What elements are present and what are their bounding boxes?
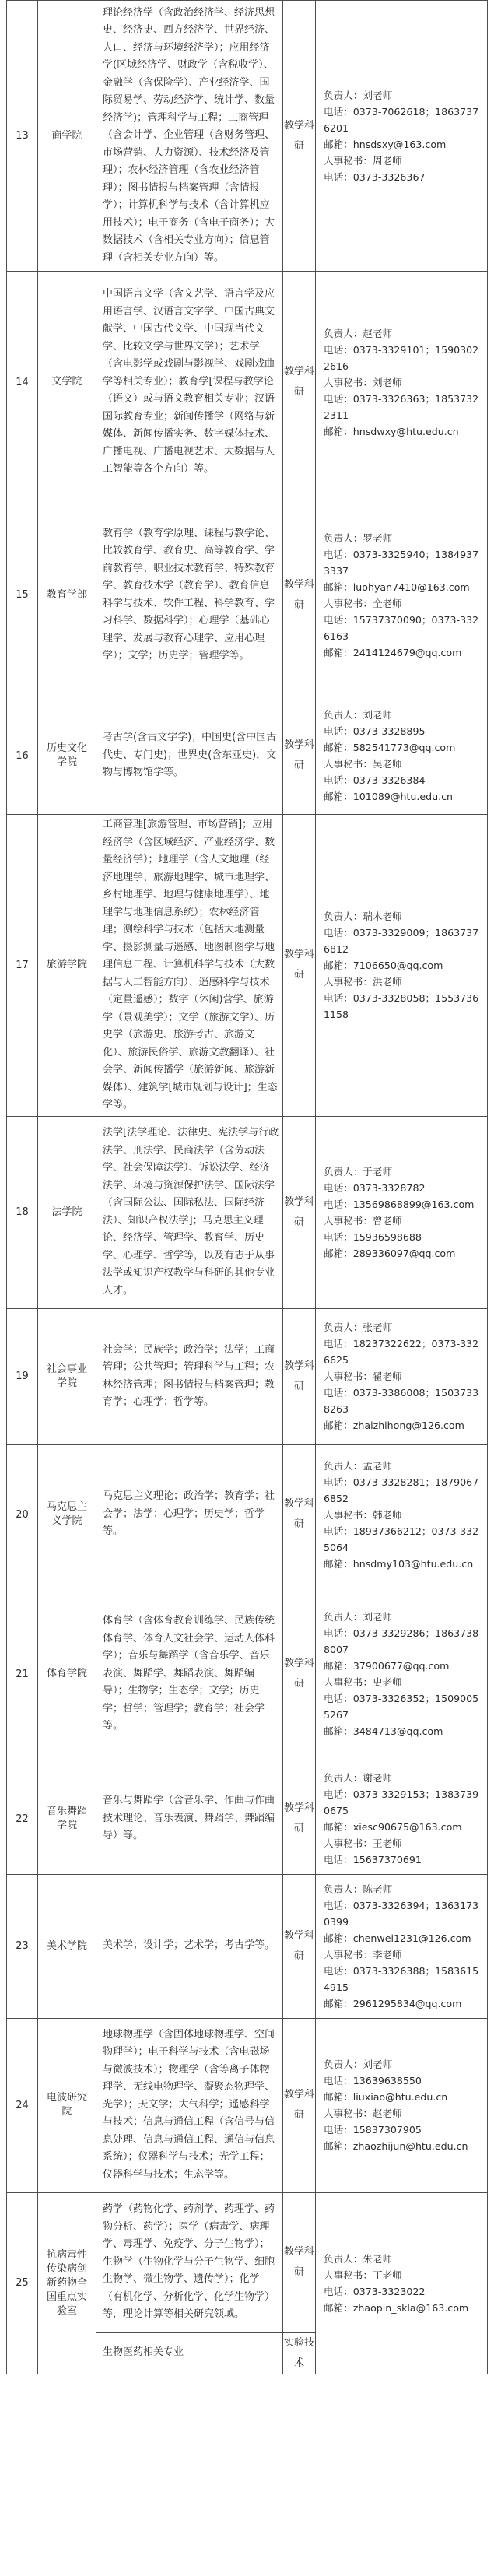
contact-line: 电话：15837307905	[324, 2124, 422, 2136]
contact-line: 人事秘书：洪老师	[324, 975, 402, 988]
college-name: 旅游学院	[38, 815, 96, 1117]
position-category: 教学科研	[283, 272, 316, 493]
contact-line: 负责人：于老师	[324, 1165, 393, 1177]
table-row	[7, 1, 488, 272]
contact-line: 负责人：瑞木老师	[324, 910, 402, 922]
contact-cell	[316, 815, 488, 1117]
contact-line: 人事秘书：王老师	[324, 1837, 402, 1849]
contact-line: 电话：15936598688	[324, 1230, 422, 1243]
row-number: 18	[7, 1116, 38, 1308]
majors-cell: 马克思主义理论；政治学；教育学；社会学；法学；心理学；历史学；哲学等。	[96, 1444, 283, 1585]
position-category: 教学科研	[283, 697, 316, 815]
contact-line: 电话：0373-3326367	[324, 170, 426, 183]
table-row	[7, 1444, 488, 1585]
table-row	[7, 2018, 488, 2192]
majors-cell: 考古学(含古文字学)；中国史(含中国古代史、专门史)；世界史(含东亚史)，文物与博物馆学等。	[96, 697, 283, 815]
position-category: 教学科研	[283, 1764, 316, 1874]
majors-cell: 生物医药相关专业	[96, 2332, 283, 2374]
contact-line: 人事秘书：全老师	[324, 597, 402, 609]
table-row	[7, 1764, 488, 1874]
row-number: 20	[7, 1444, 38, 1585]
contact-line: 邮箱：2414124679@qq.com	[324, 646, 462, 658]
college-name: 社会事业学院	[38, 1308, 96, 1444]
position-category: 教学科研	[283, 815, 316, 1117]
contact-line: 电话：0373-3329101；15903022616	[324, 343, 479, 372]
majors-cell: 法学[法学理论、法律史、宪法学与行政法学、刑法学、民商法学（含劳动法学、社会保障法学）、诉讼法学、经济法学、环境与资源保护法学、国际法学（含国际公法、国际私法、国际经济法）、知识产权法学]；马克思主义理论、经济学、管理学、教育学、历史学、心理学、哲学等，以及有志于从事法学或知识产权教学与科研的其他专业人才。	[96, 1116, 283, 1308]
contact-line: 电话：0373-3328281；18790676852	[324, 1476, 479, 1504]
contact-line: 电话：0373-3326384	[324, 774, 426, 786]
row-number: 16	[7, 697, 38, 815]
contact-line: 人事秘书：曾老师	[324, 1214, 402, 1227]
contact-line: 电话：0373-3328058；15537361158	[324, 991, 479, 1020]
contact-line: 电话：0373-3325940；13849373337	[324, 548, 479, 577]
contact-line: 邮箱：hnsdsxy@163.com	[324, 138, 447, 150]
contact-cell	[316, 1308, 488, 1444]
majors-cell: 教育学（教育学原理、课程与教学论、比较教育学、教育史、高等教育学、学前教育学、职业技术教育学、特殊教育学、教育技术学（教育学）、教育信息科学与技术、软件工程、科学教育、学习科学、数据科学）；心理学（基础心理学、发展与教育心理学、应用心理学）；文学；历史学；管理学等。	[96, 493, 283, 697]
position-category: 教学科研	[283, 1444, 316, 1585]
contact-line: 电话：13569868899@163.com	[324, 1198, 475, 1210]
contact-line: 邮箱：37900677@qq.com	[324, 1660, 450, 1672]
row-number: 15	[7, 493, 38, 697]
contact-line: 电话：0373-3328782	[324, 1181, 426, 1194]
position-category: 教学科研	[283, 1, 316, 272]
contact-line: 负责人：罗老师	[324, 532, 393, 544]
table-row	[7, 2192, 488, 2332]
contact-line: 邮箱：2961295834@qq.com	[324, 1997, 462, 2009]
majors-cell: 药学（药物化学、药剂学、药理学、药物分析、药学）；医学（病毒学、病理学、毒理学、免疫学、分子生物学）；生物学（生物化学与分子生物学、细胞生物学、微生物学、遗传学）；化学（有机化学、分析化学、化学生物学）等，理论计算等相关研究领域。	[96, 2192, 283, 2332]
majors-cell: 体育学（含体育教育训练学、民族传统体育学、体育人文社会学、运动人体科学）；音乐与舞蹈学（含音乐学、音乐表演、舞蹈学、舞蹈表演、舞蹈编导）；生物学；生态学；文学；历史学；哲学；管理学；教育学；社会学等。	[96, 1585, 283, 1764]
row-number: 24	[7, 2018, 38, 2192]
majors-cell: 社会学；民族学；政治学；法学；工商管理；公共管理；管理科学与工程；农林经济管理；图书情报与档案管理；教育学；心理学；哲学等。	[96, 1308, 283, 1444]
position-category: 教学科研	[283, 1585, 316, 1764]
contact-cell	[316, 1, 488, 272]
contact-line: 负责人：刘老师	[324, 89, 393, 101]
contact-line: 邮箱：hnsdmy103@htu.edu.cn	[324, 1557, 474, 1570]
majors-cell: 工商管理[旅游管理、市场营销]；应用经济学（含区域经济、产业经济学、数量经济学）；地理学（含人文地理（经济地理学、旅游地理学、城市地理学、乡村地理学、地理与健康地理学）、地理学与地理信息系统）；农林经济管理；测绘科学与技术（包括大地测量学、摄影测量与遥感、地图制图学与地理信息工程、计算机科学与技术（大数据与人工智能方向）、遥感科学与技术（定量遥感）；数字（休闲)营学、旅游学（景观美学）；文学（旅游文学）、历史学（旅游史、旅游考古、旅游文化）、旅游民俗学、旅游文教翻译）、社会学、新闻传播学（旅游新闻、旅游新媒体）、建筑学[城市规划与设计]；生态学等。	[96, 815, 283, 1117]
position-category: 教学科研	[283, 2192, 316, 2332]
contact-line: 电话：0373-3386008；15037338263	[324, 1387, 479, 1415]
contact-line: 电话：0373-3329153；13837390675	[324, 1788, 479, 1816]
contact-line: 电话：0373-3329286；18637388007	[324, 1627, 479, 1655]
college-name: 历史文化学院	[38, 697, 96, 815]
table-row	[7, 1116, 488, 1308]
contact-line: 邮箱：zhaizhihong@126.com	[324, 1420, 464, 1431]
position-category: 实验技术	[283, 2332, 316, 2374]
position-category: 教学科研	[283, 1308, 316, 1444]
contact-line: 邮箱：hnsdwxy@htu.edu.cn	[324, 425, 459, 437]
contact-line: 人事秘书：史老师	[324, 1676, 402, 1688]
position-category: 教学科研	[283, 493, 316, 697]
contact-line: 邮箱：7106650@qq.com	[324, 959, 443, 971]
contact-line: 邮箱：zhaopin_skla@163.com	[324, 2301, 469, 2314]
row-number: 25	[7, 2192, 38, 2374]
contact-line: 电话：0373-3329009；18637376812	[324, 926, 479, 955]
contact-line: 电话：15637370691	[324, 1854, 422, 1865]
contact-line: 电话：0373-3328895	[324, 725, 426, 737]
college-name: 抗病毒性传染病创新药物全国重点实验室	[38, 2192, 96, 2374]
row-number: 23	[7, 1874, 38, 2018]
contact-line: 邮箱：chenwei1231@126.com	[324, 1932, 471, 1944]
contact-line: 邮箱：3484713@qq.com	[324, 1725, 443, 1737]
row-number: 13	[7, 1, 38, 272]
contact-line: 人事秘书：韩老师	[324, 1508, 402, 1521]
contact-line: 邮箱：zhaozhijun@htu.edu.cn	[324, 2140, 468, 2152]
recruitment-table	[6, 0, 488, 2374]
contact-cell	[316, 1874, 488, 2018]
contact-cell	[316, 2192, 488, 2374]
college-name: 音乐舞蹈学院	[38, 1764, 96, 1874]
contact-cell	[316, 272, 488, 493]
table-row	[7, 493, 488, 697]
contact-line: 邮箱：101089@htu.edu.cn	[324, 791, 453, 802]
contact-line: 邮箱：luohyan7410@163.com	[324, 581, 470, 593]
contact-line: 负责人：孟老师	[324, 1459, 393, 1472]
table-row	[7, 1585, 488, 1764]
contact-line: 电话：18237322622；0373-3326625	[324, 1338, 479, 1366]
contact-cell	[316, 697, 488, 815]
row-number: 22	[7, 1764, 38, 1874]
majors-cell: 理论经济学（含政治经济学、经济思想史、经济史、西方经济学、世界经济、人口、经济与环境经济学）；应用经济学(区域经济学、财政学（含税收学）、金融学（含保险学）、产业经济学、国际贸易学、劳动经济学、统计学、数量经济学)；管理科学与工程；工商管理（含会计学、企业管理（含财务管理、市场营销、人力资源）、技术经济及管理）；农林经济管理（含农业经济管理）；图书情报与档案管理（含情报学）；计算机科学与技术（含计算机应用技术）；电子商务（含电子商务）；大数据技术（含相关专业方向）；信息管理（含相关专业方向）等。	[96, 1, 283, 272]
contact-line: 负责人：刘老师	[324, 1611, 393, 1623]
college-name: 法学院	[38, 1116, 96, 1308]
row-number: 21	[7, 1585, 38, 1764]
row-number: 19	[7, 1308, 38, 1444]
majors-cell: 美术学；设计学；艺术学；考古学等。	[96, 1874, 283, 2018]
college-name: 体育学院	[38, 1585, 96, 1764]
contact-line: 电话：0373-3326363；18537322311	[324, 392, 479, 421]
row-number: 17	[7, 815, 38, 1117]
contact-line: 负责人：张老师	[324, 1321, 393, 1333]
college-name: 教育学部	[38, 493, 96, 697]
contact-line: 负责人：刘老师	[324, 2058, 393, 2070]
contact-line: 负责人：刘老师	[324, 709, 393, 721]
contact-line: 人事秘书：吴老师	[324, 758, 402, 770]
table-row	[7, 1308, 488, 1444]
contact-cell	[316, 2018, 488, 2192]
contact-line: 电话：13639638550	[324, 2075, 422, 2086]
contact-line: 人事秘书：丁老师	[324, 2269, 402, 2281]
contact-line: 人事秘书：翟老师	[324, 1370, 402, 1382]
contact-line: 邮箱：liuxiao@htu.edu.cn	[324, 2091, 448, 2103]
contact-line: 负责人：陈老师	[324, 1883, 393, 1895]
contact-line: 电话：15737370090；0373-3326163	[324, 613, 479, 642]
table-row	[7, 1874, 488, 2018]
contact-cell	[316, 493, 488, 697]
position-category: 教学科研	[283, 1874, 316, 2018]
contact-line: 电话：0373-3326394；13631730399	[324, 1899, 479, 1928]
contact-line: 电话：0373-3326388；15836154915	[324, 1964, 479, 1993]
contact-cell	[316, 1444, 488, 1585]
college-name: 马克思主义学院	[38, 1444, 96, 1585]
majors-cell: 音乐与舞蹈学（含音乐学、作曲与作曲技术理论、音乐表演、舞蹈学、舞蹈编导）等。	[96, 1764, 283, 1874]
contact-line: 电话：0373-3326352；15090055267	[324, 1693, 479, 1721]
contact-line: 负责人：谢老师	[324, 1772, 393, 1784]
position-category: 教学科研	[283, 1116, 316, 1308]
contact-line: 电话：0373-7062618；18637376201	[324, 105, 479, 134]
majors-cell: 地球物理学（含固体地球物理学、空间物理学）；电子科学与技术（含电磁场与微波技术）；物理学（含等离子体物理学、无线电物理学、凝聚态物理学、光学）；天文学；大气科学；遥感科学与技术；信息与通信工程（含信号与信息处理、信息与通信工程、通信与信息系统）；仪器科学与技术；光学工程；仪器科学与技术；生态学等。	[96, 2018, 283, 2192]
college-name: 文学院	[38, 272, 96, 493]
college-name: 美术学院	[38, 1874, 96, 2018]
contact-cell	[316, 1764, 488, 1874]
contact-line: 人事秘书：赵老师	[324, 2107, 402, 2119]
majors-cell: 中国语言文学（含文艺学、语言学及应用语言学、汉语言文字学、中国古典文献学、中国古代文学、中国现当代文学、比较文学与世界文学）；艺术学（含电影学或戏剧与影视学、戏剧戏曲学等相关专业）；教育学[课程与教学论（语文）或与语文教育相关专业；汉语国际教育专业；新闻传播学（网络与新媒体、新闻传播实务、数字媒体技术、广播电视、广播电视艺术、大数据与人工智能等各个方向）等。	[96, 272, 283, 493]
contact-cell	[316, 1585, 488, 1764]
contact-line: 负责人：赵老师	[324, 327, 393, 339]
contact-line: 电话：0373-3323022	[324, 2285, 426, 2297]
contact-line: 人事秘书：李老师	[324, 1948, 402, 1960]
contact-line: 电话：18937366212；0373-3325064	[324, 1525, 479, 1553]
contact-line: 邮箱：xiesc90675@163.com	[324, 1821, 462, 1833]
table-row	[7, 697, 488, 815]
position-category: 教学科研	[283, 2018, 316, 2192]
contact-line: 邮箱：582541773@qq.com	[324, 742, 456, 753]
table-row	[7, 272, 488, 493]
row-number: 14	[7, 272, 38, 493]
contact-cell	[316, 1116, 488, 1308]
contact-line: 邮箱：289336097@qq.com	[324, 1247, 456, 1259]
contact-line: 负责人：朱老师	[324, 2252, 393, 2265]
contact-line: 人事秘书：刘老师	[324, 376, 402, 388]
college-name: 电波研究院	[38, 2018, 96, 2192]
college-name: 商学院	[38, 1, 96, 272]
table-row	[7, 815, 488, 1117]
contact-line: 人事秘书：周老师	[324, 154, 402, 167]
